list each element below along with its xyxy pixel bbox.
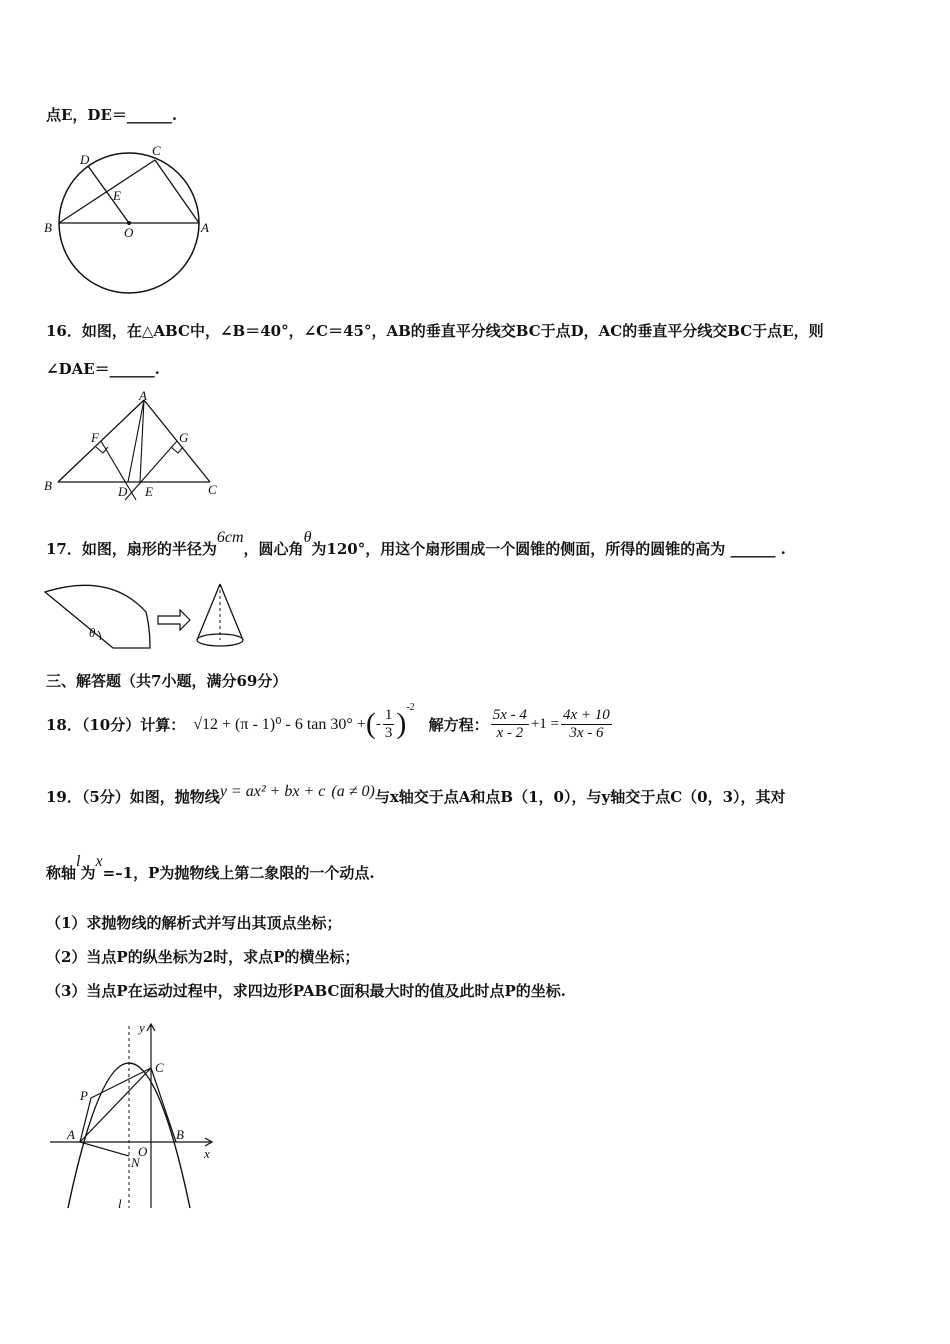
figure-sector-cone	[40, 578, 270, 662]
arrow-right-icon	[158, 610, 190, 630]
q19-sub2: （2）当点P的纵坐标为2时，求点P的横坐标；	[46, 948, 360, 966]
fig15-label-o: O	[124, 225, 134, 240]
q19-line2-x: x	[95, 853, 103, 870]
fig19-label-y: y	[139, 1020, 145, 1035]
q19-sub1: （1）求抛物线的解析式并写出其顶点坐标；	[46, 914, 342, 932]
q18-fraction	[383, 707, 395, 742]
fig19-label-c: C	[155, 1060, 164, 1075]
fig19-label-p: P	[80, 1088, 88, 1103]
q17-theta: θ	[303, 529, 312, 546]
fig19-label-a: A	[67, 1127, 75, 1142]
q18-calc: √12 + (π - 1)⁰ - 6 tan 30° +	[193, 716, 366, 733]
q19-line2-a: 称轴	[46, 864, 77, 882]
q16-line1: 16．如图，在△ABC中，∠B＝40°，∠C＝45°，AB的垂直平分线交BC于点D，AC的垂直平分线交BC于点E，则	[46, 322, 824, 340]
q19-sub3: （3）当点P在运动过程中，求四边形PABC面积最大时的值及此时点P的坐标.	[46, 982, 566, 1000]
fig15-label-e: E	[113, 188, 121, 203]
q15-tail: 点E，DE＝______.	[46, 106, 178, 124]
q18-prefix: 18．（10分）计算：	[46, 715, 186, 734]
fig15-label-b: B	[44, 220, 52, 235]
q16-line2: ∠DAE＝______.	[46, 360, 160, 378]
q18-eq-right	[561, 707, 612, 742]
fig17-label-theta: θ	[89, 625, 96, 640]
q18-eq-left	[491, 707, 529, 742]
figure-circle	[40, 140, 230, 304]
q19-line2-l: l	[76, 853, 81, 870]
q18-solve-label: 解方程：	[428, 715, 489, 734]
q18-exponent: -2	[406, 702, 415, 713]
fig16-label-c: C	[208, 482, 217, 497]
q18-paren-sign: -	[375, 715, 381, 732]
q18-paren-close: )	[396, 707, 407, 740]
fig16-label-f: F	[91, 430, 99, 445]
q19-line2	[46, 853, 375, 883]
q19-prefix: 19．（5分）如图，抛物线	[46, 788, 220, 806]
fig16-label-g: G	[179, 430, 189, 445]
fig19-label-x: x	[204, 1146, 210, 1161]
q19-condition: (a ≠ 0)	[331, 783, 375, 800]
q18-eq-left-num: 5x - 4	[492, 706, 527, 723]
fig16-label-b: B	[44, 478, 52, 493]
q18-paren-open: (	[365, 707, 376, 740]
fig15-label-c: C	[152, 143, 161, 158]
fig15-label-d: D	[80, 152, 90, 167]
q18-eq-right-num: 4x + 10	[563, 706, 610, 723]
q17-radius: 6cm	[216, 529, 244, 546]
fig19-label-n: N	[131, 1155, 140, 1170]
figure-parabola	[42, 1018, 232, 1222]
q18-eq-left-den: x - 2	[496, 724, 524, 741]
fig15-label-a: A	[201, 220, 209, 235]
q17-suffix: 为120°，用这个扇形围成一个圆锥的侧面，所得的圆锥的高为 ______ .	[311, 540, 786, 558]
q18-eq-plus: +1 =	[530, 715, 560, 732]
fig19-label-o: O	[138, 1144, 148, 1159]
q19-rest1: 与x轴交于点A和点B（1，0），与y轴交于点C（0，3），其对	[374, 788, 786, 806]
q17-prefix: 17．如图，扇形的半径为	[46, 540, 217, 558]
q18-line	[46, 702, 614, 746]
q18-frac-den: 3	[384, 724, 393, 741]
q19-formula: y = ax² + bx + c	[219, 783, 326, 800]
figure-triangle	[40, 390, 240, 509]
fig19-label-l: l	[118, 1196, 122, 1211]
fig16-label-a: A	[139, 390, 147, 403]
q17-line	[46, 529, 786, 559]
section-title: 三、解答题（共7小题，满分69分）	[46, 672, 288, 690]
fig16-label-e: E	[145, 484, 153, 499]
q18-frac-num: 1	[384, 706, 393, 723]
q17-mid: ，圆心角	[243, 540, 304, 558]
q18-eq-right-den: 3x - 6	[569, 724, 604, 741]
q19-line2-b: 为	[80, 864, 96, 882]
q19-line1	[46, 783, 786, 807]
q19-line2-c: =–1，P为抛物线上第二象限的一个动点.	[102, 864, 375, 882]
fig19-label-b: B	[176, 1127, 184, 1142]
fig16-label-d: D	[118, 484, 128, 499]
